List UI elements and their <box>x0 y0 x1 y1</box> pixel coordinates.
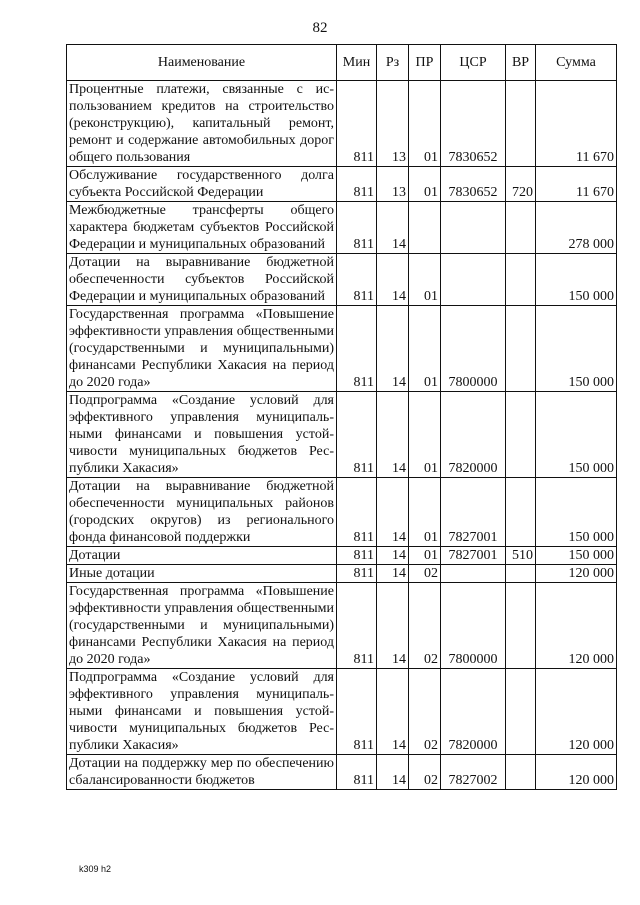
row-sum: 120 000 <box>536 583 617 669</box>
row-name: Подпрограмма «Создание условий для эффективного управления муниципальными финансами и повышения устойчивости муниципальных бюджетов Республики Хакасия» <box>67 392 337 478</box>
row-pr: 01 <box>409 392 441 478</box>
row-min: 811 <box>337 755 377 790</box>
table-row <box>67 547 617 565</box>
row-csr: 7827001 <box>441 478 506 547</box>
row-sum: 150 000 <box>536 478 617 547</box>
row-pr: 01 <box>409 167 441 202</box>
table-row <box>67 565 617 583</box>
row-rz: 14 <box>377 478 409 547</box>
row-name: Иные дотации <box>67 565 337 583</box>
row-sum: 120 000 <box>536 565 617 583</box>
row-pr <box>409 202 441 254</box>
table-row <box>67 583 617 669</box>
row-min: 811 <box>337 202 377 254</box>
row-csr: 7830652 <box>441 167 506 202</box>
row-rz: 14 <box>377 254 409 306</box>
row-rz: 14 <box>377 202 409 254</box>
row-name: Государственная программа «Повышение эффективности управления общественными (государственными и муниципальными) финансами Республики Хакасия на период до 2020 года» <box>67 306 337 392</box>
table-row <box>67 254 617 306</box>
header-name: Наименование <box>67 45 337 81</box>
row-name: Подпрограмма «Создание условий для эффективного управления муниципальными финансами и повышения устойчивости муниципальных бюджетов Республики Хакасия» <box>67 669 337 755</box>
row-vr <box>506 202 536 254</box>
row-pr: 02 <box>409 583 441 669</box>
row-pr: 02 <box>409 565 441 583</box>
row-name: Дотации <box>67 547 337 565</box>
header-sum: Сумма <box>536 45 617 81</box>
header-vr: ВР <box>506 45 536 81</box>
row-name: Дотации на поддержку мер по обеспечению сбалансированности бюджетов <box>67 755 337 790</box>
table-row <box>67 755 617 790</box>
row-rz: 13 <box>377 81 409 167</box>
row-name: Дотации на выравнивание бюджетной обеспеченности муниципальных районов (городских округов) из регионального фонда финансовой поддержки <box>67 478 337 547</box>
row-csr <box>441 254 506 306</box>
row-sum: 150 000 <box>536 392 617 478</box>
page-number: 82 <box>312 20 328 36</box>
row-rz: 14 <box>377 669 409 755</box>
header-min: Мин <box>337 45 377 81</box>
row-vr <box>506 669 536 755</box>
row-vr <box>506 254 536 306</box>
row-pr: 01 <box>409 547 441 565</box>
table-row <box>67 167 617 202</box>
row-name: Дотации на выравнивание бюджетной обеспеченности субъектов Российской Федерации и муниципальных образований <box>67 254 337 306</box>
row-sum: 120 000 <box>536 669 617 755</box>
row-name: Государственная программа «Повышение эффективности управления общественными (государственными и муниципальными) финансами Республики Хакасия на период до 2020 года» <box>67 583 337 669</box>
row-sum: 278 000 <box>536 202 617 254</box>
row-sum: 150 000 <box>536 254 617 306</box>
row-sum: 150 000 <box>536 306 617 392</box>
table-row <box>67 306 617 392</box>
row-vr <box>506 583 536 669</box>
row-csr: 7827001 <box>441 547 506 565</box>
table-row <box>67 392 617 478</box>
row-vr <box>506 755 536 790</box>
table-row <box>67 81 617 167</box>
row-csr: 7820000 <box>441 669 506 755</box>
row-min: 811 <box>337 167 377 202</box>
table-row <box>67 202 617 254</box>
row-pr: 02 <box>409 755 441 790</box>
row-vr <box>506 565 536 583</box>
row-min: 811 <box>337 306 377 392</box>
table-row <box>67 669 617 755</box>
row-rz: 14 <box>377 565 409 583</box>
row-vr: 510 <box>506 547 536 565</box>
table-row <box>67 478 617 547</box>
row-csr <box>441 565 506 583</box>
row-csr: 7827002 <box>441 755 506 790</box>
row-sum: 120 000 <box>536 755 617 790</box>
row-vr <box>506 81 536 167</box>
row-rz: 14 <box>377 392 409 478</box>
row-pr: 02 <box>409 669 441 755</box>
row-vr <box>506 392 536 478</box>
row-rz: 14 <box>377 755 409 790</box>
row-pr: 01 <box>409 254 441 306</box>
row-csr: 7820000 <box>441 392 506 478</box>
row-rz: 14 <box>377 547 409 565</box>
row-min: 811 <box>337 392 377 478</box>
row-vr <box>506 306 536 392</box>
footer-code: k309 h2 <box>79 864 112 874</box>
row-name: Обслуживание государственного долга субъекта Российской Федерации <box>67 167 337 202</box>
row-rz: 13 <box>377 167 409 202</box>
row-min: 811 <box>337 669 377 755</box>
row-pr: 01 <box>409 81 441 167</box>
row-name: Межбюджетные трансферты общего характера бюджетам субъектов Российской Федерации и муниципальных образований <box>67 202 337 254</box>
row-rz: 14 <box>377 583 409 669</box>
row-csr: 7830652 <box>441 81 506 167</box>
row-csr: 7800000 <box>441 583 506 669</box>
row-sum: 150 000 <box>536 547 617 565</box>
row-min: 811 <box>337 583 377 669</box>
row-min: 811 <box>337 565 377 583</box>
row-rz: 14 <box>377 306 409 392</box>
row-pr: 01 <box>409 306 441 392</box>
row-sum: 11 670 <box>536 167 617 202</box>
header-pr: ПР <box>409 45 441 81</box>
row-min: 811 <box>337 81 377 167</box>
row-vr <box>506 478 536 547</box>
row-sum: 11 670 <box>536 81 617 167</box>
row-csr <box>441 202 506 254</box>
row-csr: 7800000 <box>441 306 506 392</box>
row-min: 811 <box>337 478 377 547</box>
header-csr: ЦСР <box>441 45 506 81</box>
budget-table <box>66 44 617 790</box>
row-vr: 720 <box>506 167 536 202</box>
row-min: 811 <box>337 547 377 565</box>
table-header-row <box>67 45 617 81</box>
row-pr: 01 <box>409 478 441 547</box>
row-name: Процентные платежи, связанные с использованием кредитов на строительство (реконструкцию), капитальный ремонт, ремонт и содержание автомобильных дорог общего пользования <box>67 81 337 167</box>
row-min: 811 <box>337 254 377 306</box>
header-rz: Рз <box>377 45 409 81</box>
